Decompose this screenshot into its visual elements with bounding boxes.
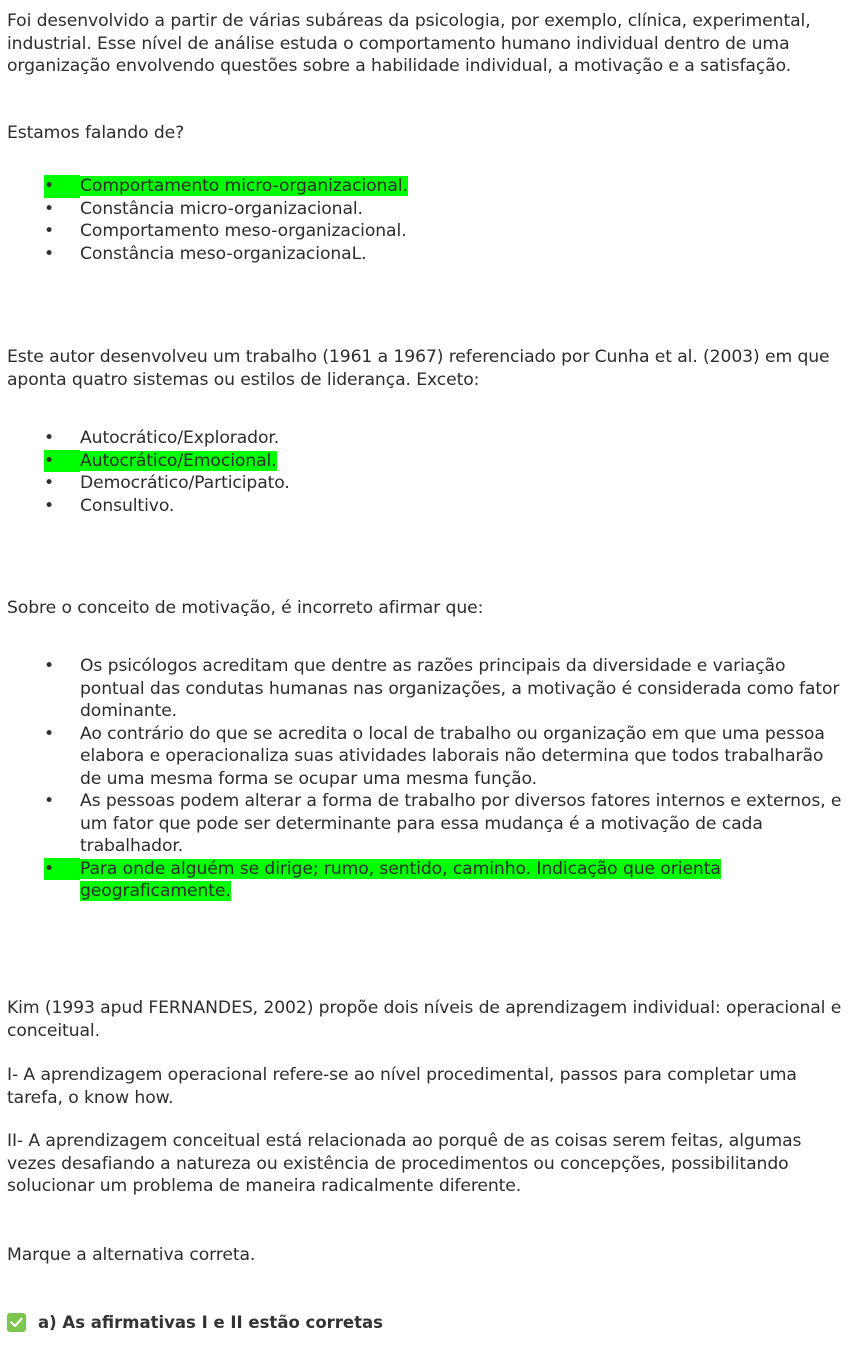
option-item	[7, 450, 845, 473]
option-text: Democrático/Participato.	[80, 473, 290, 493]
question-4-intro: Kim (1993 apud FERNANDES, 2002) propõe dois níveis de aprendizagem individual: operacional e conceitual.	[7, 998, 842, 1041]
bullet: •	[44, 428, 55, 448]
bullet: •	[44, 198, 55, 219]
question-2-options	[7, 427, 845, 517]
option-text: Constância micro-organizacional.	[80, 198, 363, 219]
option-item	[7, 175, 845, 198]
question-4-instruction-block	[7, 1244, 845, 1267]
bullet: •	[44, 221, 55, 241]
option-item	[7, 427, 845, 450]
bullet: •	[44, 243, 55, 264]
question-4-statement-1-block	[7, 1064, 845, 1109]
bullet: •	[44, 450, 80, 473]
option-text: Os psicólogos acreditam que dentre as razões principais da diversidade e variação pontual das condutas humanas nas organizações, a motivação é considerada como fator dominante.	[80, 656, 840, 721]
bullet: •	[44, 858, 80, 881]
option-text: As pessoas podem alterar a forma de trabalho por diversos fatores internos e externos, e um fator que pode ser determinante para essa mudança é a motivação de cada trabalhador.	[80, 791, 842, 856]
option-item	[7, 723, 845, 791]
question-2	[7, 346, 845, 391]
bullet: •	[44, 473, 55, 493]
question-3-options	[7, 655, 845, 903]
bullet: •	[44, 495, 55, 516]
checkmark-icon	[7, 1313, 26, 1332]
bullet: •	[44, 175, 80, 198]
question-1	[7, 10, 845, 78]
question-1-prompt-block	[7, 122, 845, 145]
bullet: •	[44, 791, 55, 811]
option-text: Para onde alguém se dirige; rumo, sentido, caminho. Indicação que orienta geograficamente.	[80, 858, 721, 901]
selected-answer[interactable]	[7, 1313, 383, 1332]
question-4-statement-2-block	[7, 1130, 845, 1198]
question-1-prompt: Estamos falando de?	[7, 123, 185, 143]
option-item	[7, 243, 845, 266]
option-item	[7, 472, 845, 495]
answer-text: a) As afirmativas I e II estão corretas	[38, 1313, 383, 1332]
question-4-statement-1: I- A aprendizagem operacional refere-se ao nível procedimental, passos para completar uma tarefa, o know how.	[7, 1065, 797, 1108]
question-1-text: Foi desenvolvido a partir de várias subáreas da psicologia, por exemplo, clínica, experimental, industrial. Esse nível de análise estuda o comportamento humano individual dentro de uma organização envolvendo questões sobre a habilidade individual, a motivação e a satisfação.	[7, 11, 811, 76]
bullet: •	[44, 723, 55, 744]
question-4-intro-block	[7, 997, 845, 1042]
option-item	[7, 790, 845, 858]
option-item	[7, 220, 845, 243]
question-2-text: Este autor desenvolveu um trabalho (1961 a 1967) referenciado por Cunha et al. (2003) em que aponta quatro sistemas ou estilos de liderança. Exceto:	[7, 347, 830, 390]
bullet: •	[44, 656, 55, 676]
option-item	[7, 858, 845, 903]
option-text: Comportamento micro-organizacional.	[80, 176, 408, 196]
option-item	[7, 655, 845, 723]
question-3-text: Sobre o conceito de motivação, é incorreto afirmar que:	[7, 598, 484, 618]
option-item	[7, 495, 845, 518]
option-text: Ao contrário do que se acredita o local de trabalho ou organização em que uma pessoa elabora e operacionaliza suas atividades laborais não determina que todos trabalharão de uma mesma forma se ocupar uma mesma função.	[80, 723, 825, 789]
question-4-statement-2: II- A aprendizagem conceitual está relacionada ao porquê de as coisas serem feitas, algumas vezes desafiando a natureza ou existência de procedimentos ou concepções, possibilitando solucionar um problema de maneira radicalmente diferente.	[7, 1131, 802, 1196]
option-text: Autocrático/Emocional.	[80, 450, 277, 471]
option-text: Consultivo.	[80, 495, 175, 516]
question-1-options	[7, 175, 845, 265]
option-text: Constância meso-organizacionaL.	[80, 243, 367, 264]
option-text: Autocrático/Explorador.	[80, 428, 280, 448]
option-item	[7, 198, 845, 221]
question-3	[7, 597, 845, 620]
question-4-instruction: Marque a alternativa correta.	[7, 1245, 256, 1265]
option-text: Comportamento meso-organizacional.	[80, 221, 407, 241]
